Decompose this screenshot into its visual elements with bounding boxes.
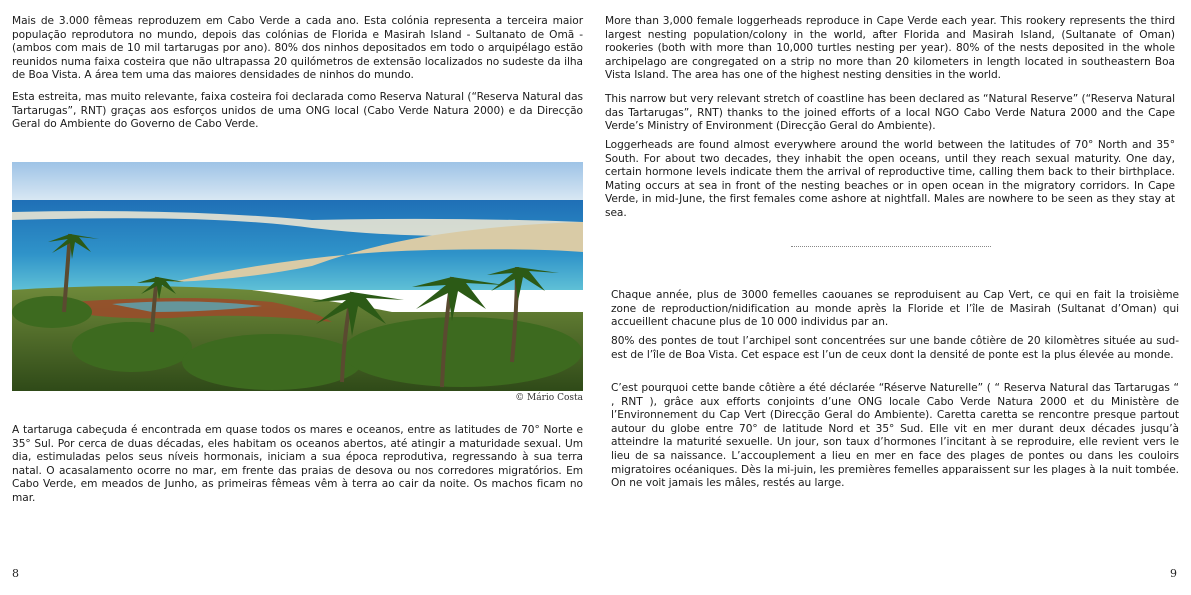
en-paragraph-1: More than 3,000 female loggerheads reproduce in Cape Verde each year. This rookery represents the third largest nesting population/colony in the world, after Florida and Masirah Island, (Sultanate of Oman) rookeries (both with more than 10,000 turtles nesting per year). 80% of the nests deposited in the whole archipelago are congregated on a strip no more than 20 kilometers in length located in southeastern Boa Vista Island. The area has one of the highest nesting densities in the world.	[605, 15, 1175, 82]
pt-paragraph-1: Mais de 3.000 fêmeas reproduzem em Cabo Verde a cada ano. Esta colónia representa a terceira maior população reprodutora no mundo, depois das colónias de Florida e Masirah Island - Sultanato de Omã - (ambos com mais de 10 mil tartarugas por ano). 80% dos ninhos depositados em todo o arquipélago estão reunidos numa faixa costeira que não ultrapassa 20 quilómetros de extensão localizados no sudeste da ilha de Boa Vista. A área tem uma das maiores densidades de ninhos do mundo.	[12, 15, 583, 82]
left-page	[0, 0, 595, 595]
fr-paragraph-1: Chaque année, plus de 3000 femelles caouanes se reproduisent au Cap Vert, ce qui en fait la troisième zone de reproduction/nidification au monde après la Floride et l’île de Masirah (Sultanat d’Oman) qui accueillent chacune plus de 10 000 individus par an.	[611, 289, 1179, 329]
page-number-right: 9	[1170, 567, 1177, 580]
coastline-photo-image	[12, 162, 583, 391]
right-page	[596, 0, 1191, 595]
page-number-left: 8	[12, 567, 19, 580]
coastline-photo	[12, 162, 583, 391]
pt-paragraph-2: Esta estreita, mas muito relevante, faixa costeira foi declarada como Reserva Natural (“Reserva Natural das Tartarugas”, RNT) graças aos esforços unidos de uma ONG local (Cabo Verde Natura 2000) e da Direcção Geral do Ambiente do Governo de Cabo Verde.	[12, 91, 583, 131]
fr-paragraph-3: C’est pourquoi cette bande côtière a été déclarée “Réserve Naturelle” ( “ Reserva Natural das Tartarugas “ , RNT ), grâce aux efforts conjoints d’une ONG locale Cabo Verde Natura 2000 et du Ministère de l’Environnement du Cap Vert (Direcção Geral do Ambiente). Caretta caretta se rencontre presque partout autour du globe entre 70° de latitude Nord et 35° Sud. Elle vit en mer durant deux décades jusqu’à atteindre la maturité sexuelle. Un jour, son taux d’hormones l’incitant à se reproduire, elle revient vers le lieu de sa naissance. L’accouplement a lieu en mer en face des plages de pontes ou dans les couloirs migratoires océaniques. Dès la mi-juin, les premières femelles apparaissent sur les plages à la nuit tombée. On ne voit jamais les mâles, restés au large.	[611, 382, 1179, 490]
section-divider	[791, 246, 991, 247]
en-paragraph-2: This narrow but very relevant stretch of coastline has been declared as “Natural Reserve” (“Reserva Natural das Tartarugas”, RNT) thanks to the joined efforts of a local NGO Cabo Verde Natura 2000 and the Cape Verde’s Ministry of Environment (Direcção Geral do Ambiente).	[605, 93, 1175, 133]
fr-paragraph-2: 80% des pontes de tout l’archipel sont concentrées sur une bande côtière de 20 kilomètres située au sud-est de l’île de Boa Vista. Cet espace est l’un de ceux dont la densité de ponte est la plus élevée au monde.	[611, 335, 1179, 361]
pt-paragraph-3: A tartaruga cabeçuda é encontrada em quase todos os mares e oceanos, entre as latitudes de 70° Norte e 35° Sul. Por cerca de duas décadas, eles habitam os oceanos abertos, até atingir a maturidade sexual. Um dia, estimuladas pelos seus níveis hormonais, iniciam a sua época reprodutiva, regressando à sua terra natal. O acasalamento ocorre no mar, em frente das praias de desova ou nos corredores migratórios. Em Cabo Verde, em meados de Junho, as primeiras fêmeas vêm à terra ao cair da noite. Os machos ficam no mar.	[12, 424, 583, 504]
en-paragraph-3: Loggerheads are found almost everywhere around the world between the latitudes of 70° North and 35° South. For about two decades, they inhabit the open oceans, until they reach sexual maturity. One day, certain hormone levels indicate them the arrival of reproductive time, calling them back to their birthplace. Mating occurs at sea in front of the nesting beaches or in open ocean in the migratory corridors. In Cape Verde, in mid-June, the first females come ashore at nightfall. Males are nowhere to be seen as they stay at sea.	[605, 139, 1175, 219]
photo-credit: © Mário Costa	[515, 393, 583, 403]
